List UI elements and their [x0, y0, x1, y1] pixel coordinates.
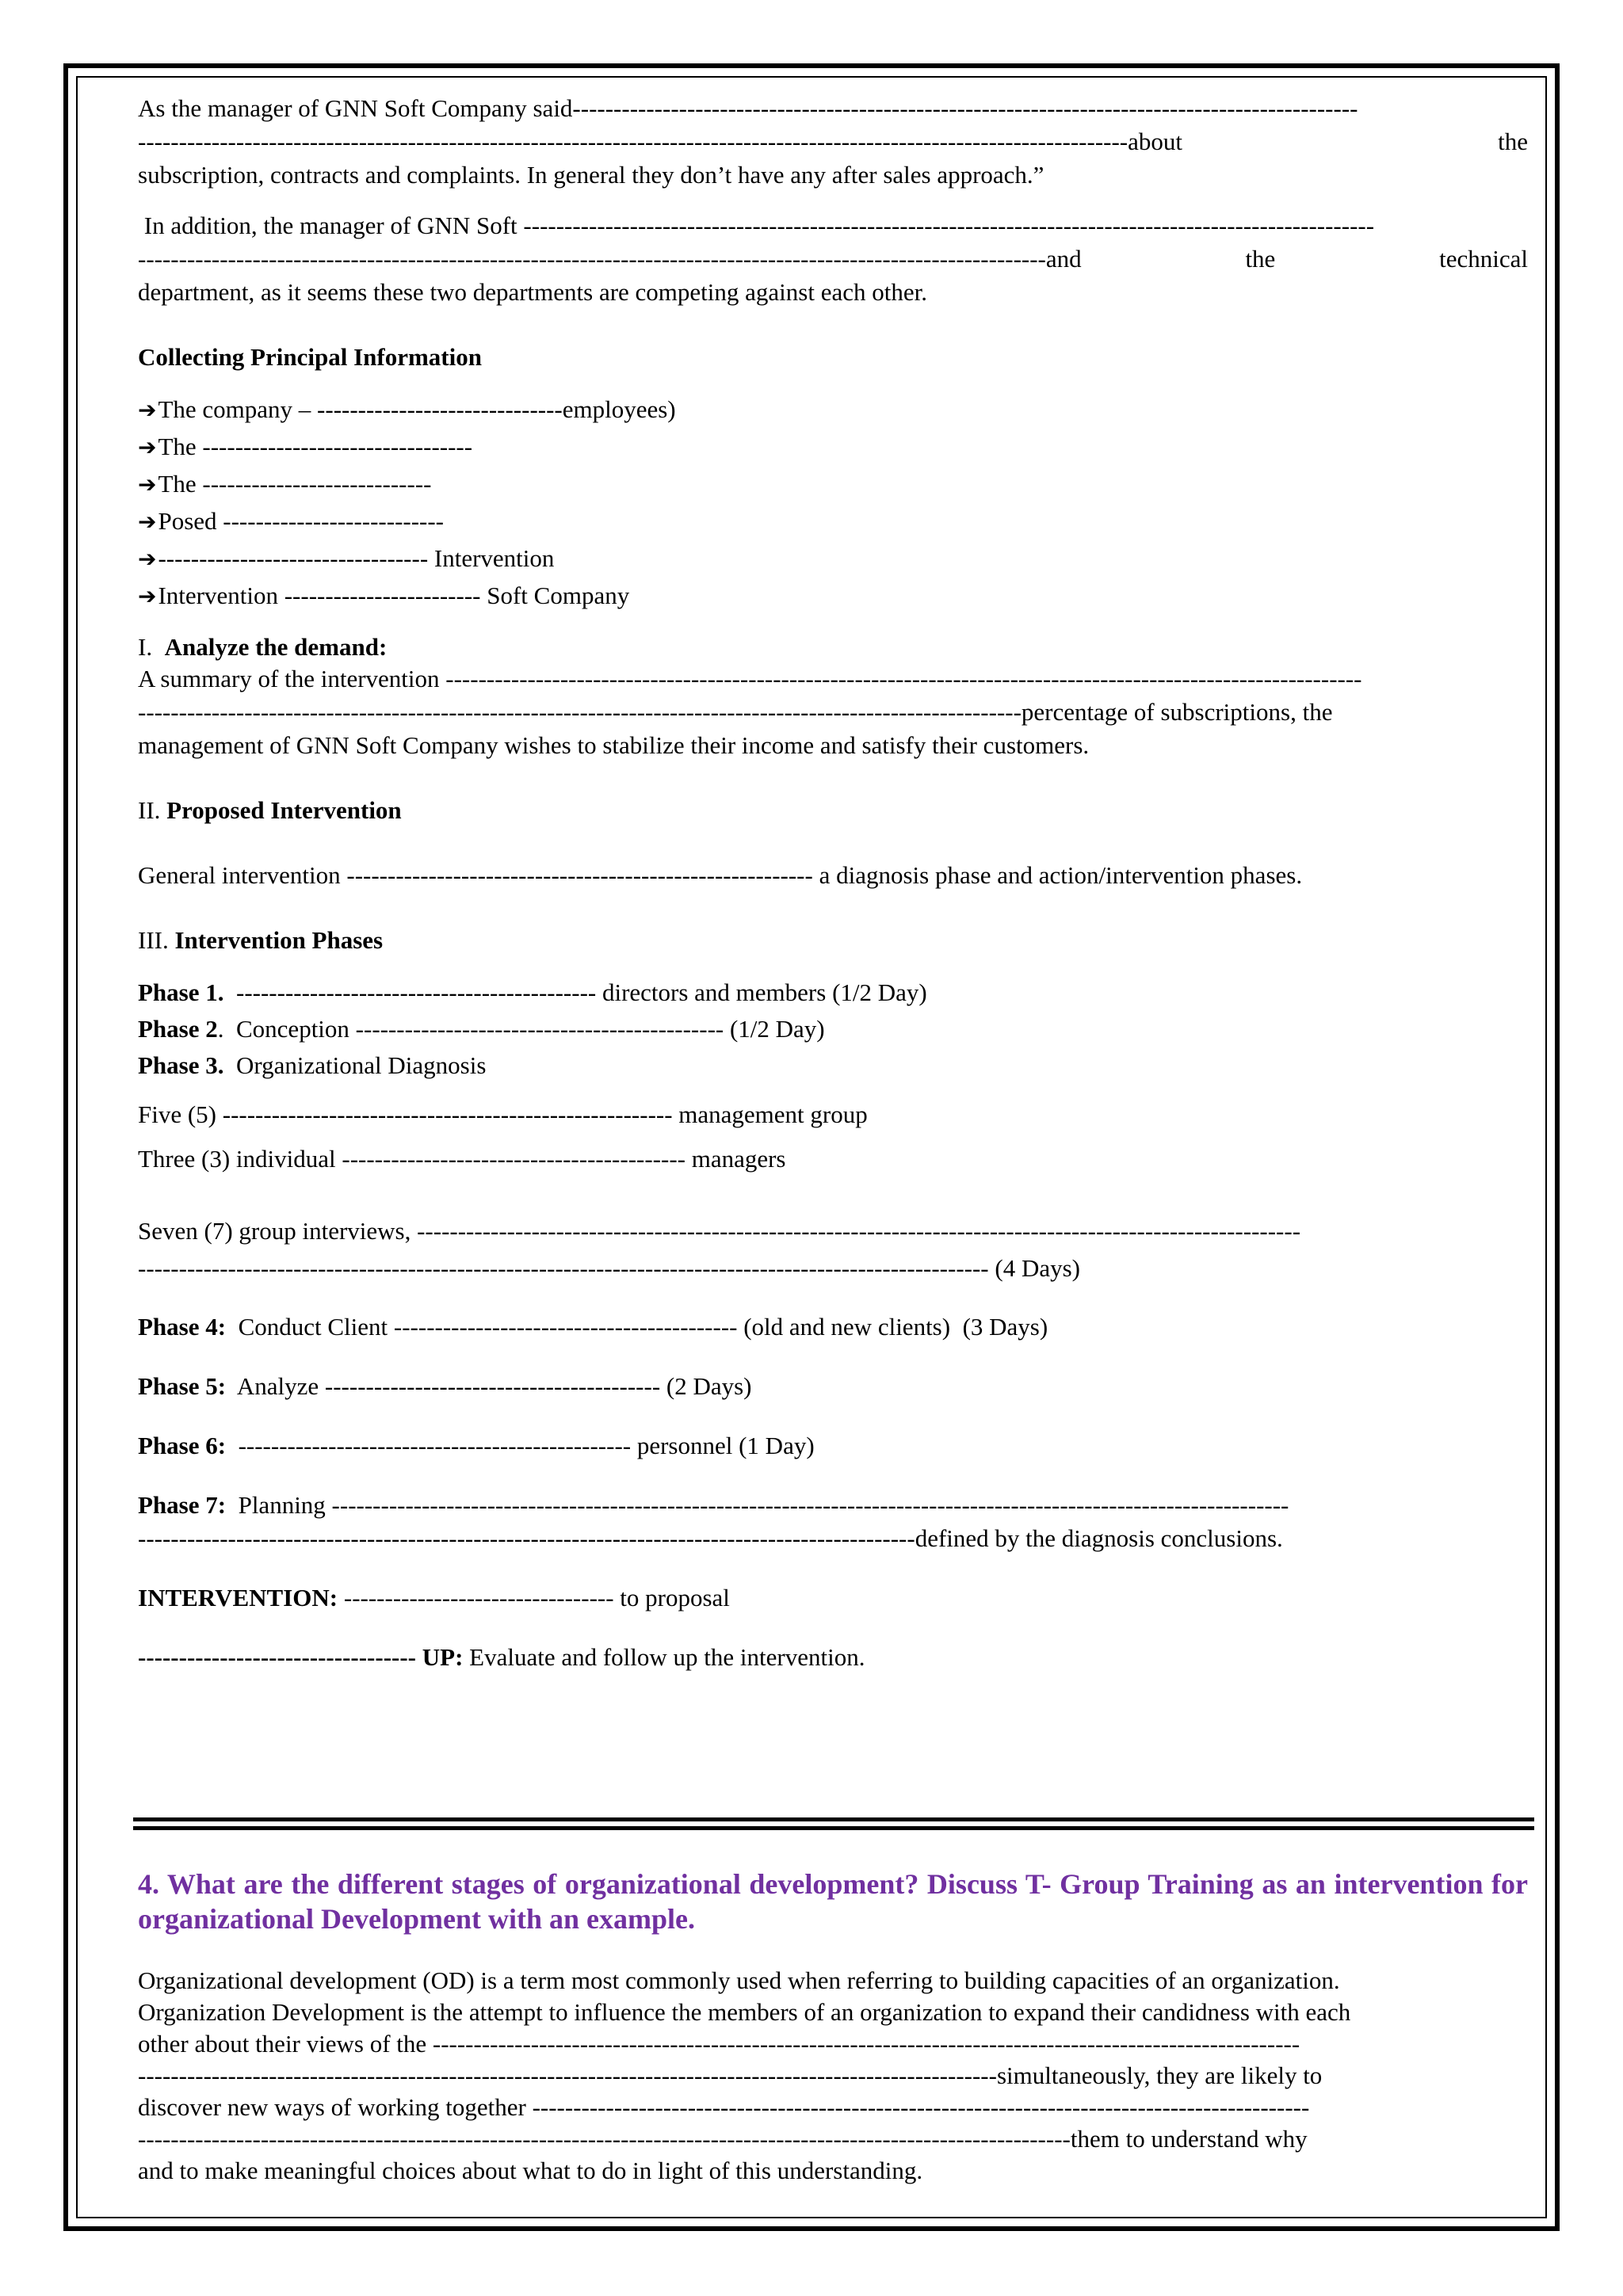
heading-collecting-info: Collecting Principal Information [138, 343, 482, 371]
arrow-right-icon: ➔ [138, 546, 157, 572]
text-line [138, 242, 1528, 276]
section-heading [138, 794, 1528, 827]
phase-1 [138, 974, 1528, 1011]
text-line: -----------------------------------------------------------------------------------------------defined by the diagnosis conclusions. [138, 1524, 1283, 1552]
text-segment: technical [1439, 245, 1528, 273]
paragraph-manager-said [138, 92, 1528, 192]
section-intervention-phases [138, 924, 1528, 1674]
arrow-right-icon: ➔ [138, 434, 157, 460]
list-item [138, 503, 1528, 540]
arrow-right-icon: ➔ [138, 397, 157, 423]
section-title: Proposed Intervention [166, 796, 402, 824]
arrow-right-icon: ➔ [138, 471, 157, 498]
text-line: and to make meaningful choices about what to do in light of this understanding. [138, 2157, 923, 2184]
arrow-right-icon: ➔ [138, 509, 157, 535]
phase-label: Phase 6: [138, 1432, 227, 1459]
text-line: Three (3) individual ------------------------------------------ managers [138, 1145, 786, 1173]
arrow-right-icon: ➔ [138, 583, 157, 609]
list-item-text: Intervention ------------------------ Soft Company [158, 582, 630, 609]
text-line: ------------------------------------------------------------------------------------------------------------------them to understand why [138, 2125, 1308, 2153]
phase-label: Phase 5: [138, 1372, 227, 1400]
list-item [138, 540, 1528, 578]
text-line: In addition, the manager of GNN Soft -------------------------------------------------------------------------------------------------------- [138, 212, 1375, 239]
phase-text: ------------------------------------------------ personnel (1 Day) [226, 1432, 815, 1459]
text-line: Seven (7) group interviews, ------------------------------------------------------------------------------------------------------------ [138, 1217, 1301, 1245]
phase-text: -------------------------------------------- directors and members (1/2 Day) [223, 978, 927, 1006]
section-numeral: I. [138, 633, 153, 661]
phase-6 [138, 1429, 1528, 1463]
phase-label: Phase 4: [138, 1313, 227, 1341]
phase-text: Analyze ----------------------------------------- (2 Days) [226, 1372, 752, 1400]
phase-label: Phase 1. [138, 978, 224, 1006]
section-divider [133, 1817, 1534, 1830]
list-item-text: The --------------------------------- [158, 433, 473, 460]
phase-2 [138, 1011, 1528, 1047]
question-heading: 4. What are the different stages of organizational development? Discuss T- Group Training as an intervention for organizational Development with an example. [138, 1868, 1528, 1935]
phase-text: Conduct Client ------------------------------------------ (old and new clients) (3 Days) [226, 1313, 1048, 1341]
text-line: As the manager of GNN Soft Company said------------------------------------------------------------------------------------------------ [138, 94, 1358, 122]
section-title: Analyze the demand: [164, 633, 388, 661]
list-item-text: The company – ------------------------------employees) [158, 395, 676, 423]
text-line: subscription, contracts and complaints. In general they don’t have any after sales approach.” [138, 161, 1044, 189]
text-line: ---------------------------------------------------------------------------------------------------------simultaneously, they are likely to [138, 2061, 1323, 2089]
section-heading [138, 924, 1528, 957]
text-line: -------------------------------------------------------------------------------------------------------- (4 Days) [138, 1254, 1080, 1282]
intervention-line [138, 1581, 1528, 1615]
list-item [138, 466, 1528, 503]
section-proposed-intervention [138, 794, 1528, 892]
text-line: management of GNN Soft Company wishes to stabilize their income and satisfy their customers. [138, 731, 1090, 759]
phase-text: Planning --------------------------------------------------------------------------------------------------------------------- [226, 1491, 1289, 1519]
text-segment: -------------------------------------------------------------------------------------------------------------------------about [138, 128, 1182, 155]
question-4-section [138, 1867, 1528, 2187]
phase-text: Organizational Diagnosis [223, 1051, 487, 1079]
section-numeral: II. [138, 796, 161, 824]
list-item-text: The ---------------------------- [158, 470, 432, 498]
section-heading [138, 632, 1528, 662]
text-line: discover new ways of working together ----------------------------------------------------------------------------------------------- [138, 2093, 1310, 2121]
paragraph-in-addition [138, 209, 1528, 309]
list-item-text: --------------------------------- Intervention [158, 544, 555, 572]
phase-5 [138, 1370, 1528, 1403]
phase-3 [138, 1047, 1528, 1084]
text-line [138, 125, 1528, 158]
text-line: ------------------------------------------------------------------------------------------------------------percentage of subscriptions, the [138, 698, 1333, 726]
text-segment: the [1245, 245, 1276, 273]
phase-label: Phase 3. [138, 1051, 224, 1079]
text-line: other about their views of the ---------------------------------------------------------------------------------------------------------- [138, 2030, 1300, 2058]
text-line: Organization Development is the attempt to influence the members of an organization to expand their candidness with each [138, 1998, 1351, 2026]
text-line: Five (5) ------------------------------------------------------- management group [138, 1100, 868, 1128]
text-line: A summary of the intervention ---------------------------------------------------------------------------------------------------------------- [138, 665, 1362, 692]
text-line: department, as it seems these two departments are competing against each other. [138, 278, 927, 306]
list-item [138, 578, 1528, 615]
section-analyze-demand [138, 632, 1528, 762]
list-item-text: Posed --------------------------- [158, 507, 445, 535]
followup-line [138, 1641, 1528, 1674]
document-body [138, 92, 1528, 1674]
phase-label: ---------------------------------- UP: [138, 1643, 464, 1671]
text-line: General intervention --------------------------------------------------------- a diagnosis phase and action/intervention phases. [138, 861, 1303, 889]
question-paragraph [138, 1965, 1528, 2187]
section-numeral: III. [138, 926, 169, 954]
phase-4 [138, 1310, 1528, 1344]
section-title: Intervention Phases [174, 926, 384, 954]
text-segment: ---------------------------------------------------------------------------------------------------------------and [138, 245, 1082, 273]
phase-label: Phase 7: [138, 1491, 227, 1519]
phase-7 [138, 1489, 1528, 1522]
phase-text: --------------------------------- to proposal [338, 1584, 730, 1611]
collecting-list [138, 391, 1528, 615]
phase-label: Phase 2 [138, 1015, 218, 1043]
phase-label: INTERVENTION: [138, 1584, 338, 1611]
list-item [138, 429, 1528, 466]
phase-text: Evaluate and follow up the intervention. [463, 1643, 865, 1671]
list-item [138, 391, 1528, 429]
phase-text: . Conception --------------------------------------------- (1/2 Day) [217, 1015, 825, 1043]
text-segment: the [1498, 128, 1528, 155]
text-line: Organizational development (OD) is a term most commonly used when referring to building capacities of an organization. [138, 1966, 1340, 1994]
